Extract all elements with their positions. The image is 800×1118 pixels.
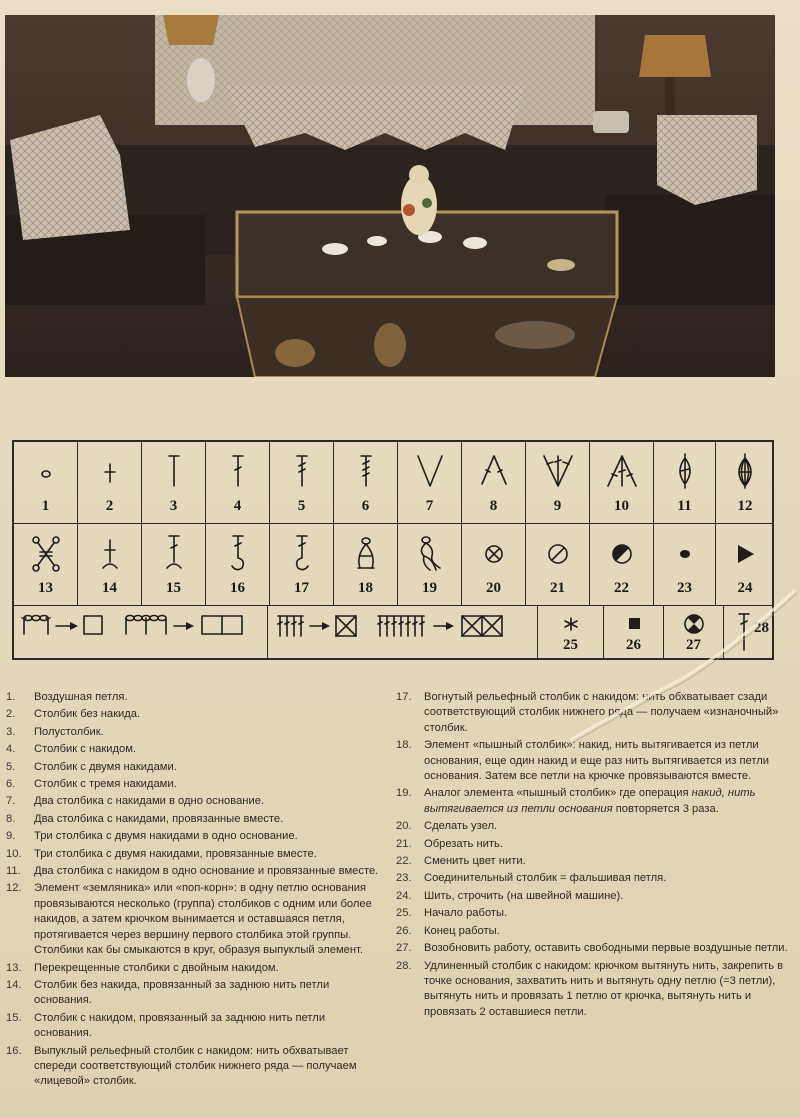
legend-number: 12 xyxy=(737,498,753,514)
legend-cell-19 xyxy=(398,524,462,605)
legend-cell-8 xyxy=(462,442,526,523)
sew-icon xyxy=(716,532,774,574)
note-item: 9. Три столбика с двумя накидами в одно основание. xyxy=(6,830,298,843)
legend-cell-14 xyxy=(78,524,142,605)
note-item: 3. Полустолбик. xyxy=(6,725,104,738)
room-photo xyxy=(5,15,775,377)
note-item: 13. Перекрещенные столбики с двойным накидом. xyxy=(6,961,279,974)
note-item: 2. Столбик без накида. xyxy=(6,708,141,721)
legend-cell-22 xyxy=(590,524,654,605)
three-tr-together-icon xyxy=(590,450,653,492)
legend-number: 25 xyxy=(563,637,578,653)
notes-right-column xyxy=(396,690,788,1022)
change-color-icon xyxy=(590,532,653,574)
legend-number: 6 xyxy=(361,498,370,514)
note-item: 12. Элемент «земляника» или «поп-корн»: в одну петлю основания провязываются несколько (группа) столбиков с одним или более накидов, а затем крючком вынимается и оставшаяся петля, протягивается через вершину первого столбика этой группы. Столбики как бы смыкаются в круг, образуя выпуклый элемент. xyxy=(6,882,372,957)
chain-stitch-icon xyxy=(14,450,77,492)
legend-number: 7 xyxy=(425,498,434,514)
legend-cell-2 xyxy=(78,442,142,523)
note-item: 1. Воздушная петля. xyxy=(6,691,128,703)
note-item: 16. Выпуклый рельефный столбик с накидом: нить обхватывает спереди соответствующий столбик нижнего ряда — получаем «лицевой» столбик. xyxy=(6,1044,357,1088)
legend-number: 1 xyxy=(41,498,50,514)
legend-cell-7 xyxy=(398,442,462,523)
note-item: 19. Аналог элемента «пышный столбик» где операция накид, нить вытягивается из петли основания повторяется 3 раза. xyxy=(396,787,756,815)
legend-cell-27 xyxy=(664,606,724,658)
legend-cell-stitches-to-cross xyxy=(268,606,538,658)
legend-cell-4 xyxy=(206,442,270,523)
legend-cell-25 xyxy=(538,606,604,658)
back-post-dc-icon xyxy=(270,532,333,574)
legend-cell-chain-to-square xyxy=(14,606,268,658)
legend-cell-10 xyxy=(590,442,654,523)
legend-row-2 xyxy=(14,524,772,606)
cut-thread-icon xyxy=(526,532,589,574)
puff-stitch-repeat-icon xyxy=(398,532,461,574)
legend-number: 16 xyxy=(230,580,245,596)
note-item: 27. Возобновить работу, оставить свободными первые воздушные петли. xyxy=(396,942,788,955)
legend-row-3 xyxy=(14,606,772,658)
legend-cell-12 xyxy=(716,442,774,523)
legend-number: 11 xyxy=(677,498,692,514)
legend-cell-6 xyxy=(334,442,398,523)
legend-number: 10 xyxy=(614,498,629,514)
legend-number: 20 xyxy=(486,580,501,596)
single-crochet-icon xyxy=(78,450,141,492)
note-item: 14. Столбик без накида, провязанный за заднюю нить петли основания. xyxy=(6,978,330,1007)
note-item: 18. Элемент «пышный столбик»: накид, нить вытягивается из петли основания, еще один накид и еще раз нить вытягивается из петли основания. Затем все петли на крючке провязываются вместе. xyxy=(396,739,770,783)
note-item: 28. Удлиненный столбик с накидом: крючком вытянуть нить, закрепить в точке основания, захватить нить и вытянуть одну петлю (=3 петли), вытянуть нить и провязать 1 петлю от крючка, вытянуть нить и провязать 2 оставшиеся петли. xyxy=(396,959,784,1018)
legend-cell-20 xyxy=(462,524,526,605)
legend-number: 2 xyxy=(105,498,114,514)
note-item: 25. Начало работы. xyxy=(396,907,508,920)
legend-cell-24 xyxy=(716,524,774,605)
legend-cell-1 xyxy=(14,442,78,523)
strawberry-stitch-icon xyxy=(716,450,774,492)
note-item: 22. Сменить цвет нити. xyxy=(396,855,526,868)
note-item: 5. Столбик с двумя накидами. xyxy=(6,760,177,773)
legend-cell-11 xyxy=(654,442,716,523)
legend-cell-21 xyxy=(526,524,590,605)
treble-crochet-icon xyxy=(270,450,333,492)
legend-number: 24 xyxy=(737,580,753,596)
legend-number: 9 xyxy=(553,498,562,514)
note-item: 20. Сделать узел. xyxy=(396,820,498,833)
legend-number: 21 xyxy=(550,580,565,596)
note-item: 4. Столбик с накидом. xyxy=(6,743,137,756)
end-icon xyxy=(604,610,663,638)
legend-number: 3 xyxy=(169,498,178,514)
legend-cell-5 xyxy=(270,442,334,523)
legend-cell-17 xyxy=(270,524,334,605)
note-item: 6. Столбик с тремя накидами. xyxy=(6,778,177,791)
legend-number: 15 xyxy=(166,580,181,596)
legend-cell-26 xyxy=(604,606,664,658)
legend-number: 28 xyxy=(754,620,769,636)
three-tr-same-base-icon xyxy=(526,450,589,492)
start-icon xyxy=(538,610,603,638)
legend-cell-16 xyxy=(206,524,270,605)
legend-row-1 xyxy=(14,442,772,524)
note-item: 11. Два столбика с накидом в одно основание и провязанные вместе. xyxy=(6,865,379,878)
legend-number: 5 xyxy=(297,498,306,514)
puff-stitch-icon xyxy=(334,532,397,574)
legend-cell-3 xyxy=(142,442,206,523)
double-crochet-icon xyxy=(206,450,269,492)
two-dc-same-base-icon xyxy=(398,450,461,492)
dc-same-base-closed-icon xyxy=(654,450,715,492)
legend-cell-28 xyxy=(724,606,774,658)
notes-left-column xyxy=(6,690,384,1092)
knot-icon xyxy=(462,532,525,574)
legend-number: 17 xyxy=(294,580,309,596)
note-item: 7. Два столбика с накидами в одно основание. xyxy=(6,795,265,808)
legend-number: 22 xyxy=(614,580,629,596)
double-treble-icon xyxy=(334,450,397,492)
front-post-dc-icon xyxy=(206,532,269,574)
legend-number: 14 xyxy=(102,580,117,596)
crossed-stitches-icon xyxy=(14,532,77,574)
note-item: 8. Два столбика с накидами, провязанные вместе. xyxy=(6,812,284,825)
legend-cell-18 xyxy=(334,524,398,605)
legend-number: 18 xyxy=(358,580,373,596)
dc-back-loop-icon xyxy=(142,532,205,574)
legend-number: 23 xyxy=(677,580,692,596)
legend-number: 26 xyxy=(626,637,641,653)
note-item: 26. Конец работы. xyxy=(396,924,500,937)
legend-number: 19 xyxy=(422,580,437,596)
two-dc-together-icon xyxy=(462,450,525,492)
legend-number: 13 xyxy=(38,580,53,596)
note-item: 23. Соединительный столбик = фальшивая петля. xyxy=(396,872,667,885)
stitches-to-cross-diagram-icon xyxy=(268,606,538,658)
legend-cell-9 xyxy=(526,442,590,523)
slip-stitch-icon xyxy=(654,532,715,574)
note-item: 17. Вогнутый рельефный столбик с накидом: нить обхватывает сзади соответствующий столбик нижнего ряда — получаем «изнаночный» столбик. xyxy=(396,691,779,734)
legend-number: 27 xyxy=(686,637,701,653)
stitch-legend-table xyxy=(12,440,774,660)
resume-icon xyxy=(664,610,723,638)
half-double-icon xyxy=(142,450,205,492)
sc-back-loop-icon xyxy=(78,532,141,574)
legend-cell-23 xyxy=(654,524,716,605)
chain-to-square-diagram-icon xyxy=(14,606,268,658)
note-item: 15. Столбик с накидом, провязанный за заднюю нить петли основания. xyxy=(6,1011,326,1040)
legend-number: 8 xyxy=(489,498,498,514)
legend-cell-15 xyxy=(142,524,206,605)
note-item: 21. Обрезать нить. xyxy=(396,837,503,850)
note-item: 10. Три столбика с двумя накидами, провязанные вместе. xyxy=(6,847,317,860)
legend-cell-13 xyxy=(14,524,78,605)
note-item: 24. Шить, строчить (на швейной машине). xyxy=(396,889,624,902)
legend-number: 4 xyxy=(233,498,242,514)
